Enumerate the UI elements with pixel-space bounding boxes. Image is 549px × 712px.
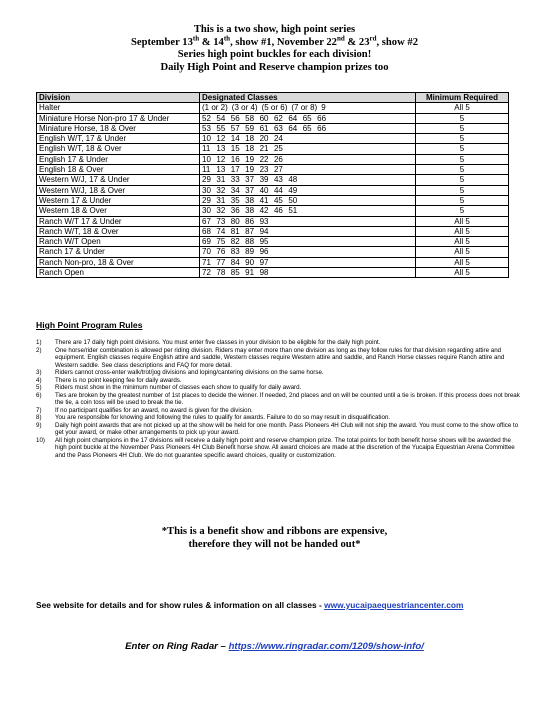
column-header-minimum: Minimum Required xyxy=(416,93,509,103)
class-number: 20 xyxy=(259,134,269,144)
classes-cell xyxy=(200,154,416,164)
class-number: 12 xyxy=(216,154,226,164)
class-number: 53 xyxy=(202,123,211,133)
class-number: 30 xyxy=(202,185,211,195)
class-number: 41 xyxy=(259,195,269,205)
minimum-cell: 5 xyxy=(416,123,509,133)
class-number: 48 xyxy=(288,175,298,185)
rules-list xyxy=(36,339,522,459)
classes-cell xyxy=(200,134,416,144)
class-number: 59 xyxy=(245,123,255,133)
header-line-2 xyxy=(0,34,549,50)
class-number: 45 xyxy=(273,195,283,205)
minimum-cell: All 5 xyxy=(416,216,509,226)
class-number: 13 xyxy=(216,165,226,175)
table-row xyxy=(37,134,509,144)
table-row xyxy=(37,216,509,226)
rule-number: 6) xyxy=(36,391,42,399)
classes-cell xyxy=(200,185,416,195)
class-number: 82 xyxy=(230,237,240,247)
division-cell: English 17 & Under xyxy=(37,154,200,164)
class-number: 93 xyxy=(259,216,269,226)
division-cell: Western 18 & Over xyxy=(37,206,200,216)
classes-cell xyxy=(200,165,416,175)
class-number: 55 xyxy=(216,123,226,133)
table-row xyxy=(37,237,509,247)
class-number: 17 xyxy=(230,165,240,175)
class-number: 56 xyxy=(230,113,240,123)
benefit-notice xyxy=(0,525,549,551)
class-number: 10 xyxy=(202,154,211,164)
class-number: 38 xyxy=(245,206,255,216)
class-number: 42 xyxy=(259,206,269,216)
header-text: & 14 xyxy=(199,36,224,48)
division-cell: Ranch Non-pro, 18 & Over xyxy=(37,257,200,267)
class-number: 18 xyxy=(245,144,255,154)
class-number: 23 xyxy=(259,165,269,175)
rule-text: There is no point keeping fee for daily awards. xyxy=(55,376,182,384)
halter-class-group: (3 or 4) xyxy=(231,103,258,113)
class-number: 30 xyxy=(202,206,211,216)
table-row xyxy=(37,165,509,175)
classes-cell xyxy=(200,268,416,278)
class-number: 60 xyxy=(259,113,269,123)
rule-item xyxy=(36,392,522,407)
class-number: 37 xyxy=(245,175,255,185)
website-note xyxy=(36,600,526,610)
division-cell: Western 17 & Under xyxy=(37,195,200,205)
class-number: 36 xyxy=(230,206,240,216)
class-number: 39 xyxy=(259,175,269,185)
class-number: 78 xyxy=(216,268,226,278)
class-number: 81 xyxy=(230,226,240,236)
class-number: 94 xyxy=(259,226,269,236)
division-cell: Western W/J, 18 & Over xyxy=(37,185,200,195)
ordinal-suffix: rd xyxy=(369,34,377,43)
class-number: 49 xyxy=(288,185,298,195)
class-number: 11 xyxy=(202,144,211,154)
rules-title: High Point Program Rules xyxy=(36,320,143,330)
class-number: 31 xyxy=(216,175,226,185)
classes-cell xyxy=(200,113,416,123)
class-number: 88 xyxy=(245,237,255,247)
class-number: 66 xyxy=(317,123,327,133)
table-row xyxy=(37,175,509,185)
rule-number: 2) xyxy=(36,346,42,354)
rule-item xyxy=(36,414,522,422)
minimum-cell: 5 xyxy=(416,175,509,185)
division-cell: English 18 & Over xyxy=(37,165,200,175)
class-number: 61 xyxy=(259,123,269,133)
rule-item xyxy=(36,437,522,460)
rule-item xyxy=(36,377,522,385)
halter-class-group: (7 or 8) xyxy=(291,103,318,113)
rule-text: All high point champions in the 17 divisions will receive a daily high point and reserve champion prize. The total points for both benefit horse shows will be awarded the high point buckle at the November Pass Pioneers 4H Club Benefit horse show. All award choices are made at the discretion of the Yucaipa Equestrian Arena Committee and the Pass Pioneers 4H Club. We do not guarantee specific award choices, quality or customization. xyxy=(55,436,515,459)
class-number: 46 xyxy=(273,206,283,216)
minimum-cell: 5 xyxy=(416,185,509,195)
rule-text: There are 17 daily high point divisions. You must enter five classes in your division to be eligible for the daily high point. xyxy=(55,339,381,346)
rule-item xyxy=(36,407,522,415)
minimum-cell: 5 xyxy=(416,134,509,144)
classes-cell xyxy=(200,206,416,216)
halter-class-group: 9 xyxy=(321,103,326,113)
class-number: 14 xyxy=(230,134,240,144)
classes-cell xyxy=(200,195,416,205)
minimum-cell: 5 xyxy=(416,113,509,123)
division-cell: Ranch W/T 17 & Under xyxy=(37,216,200,226)
rule-number: 1) xyxy=(36,339,42,346)
class-number: 76 xyxy=(216,247,226,257)
division-cell: Miniature Horse Non-pro 17 & Under xyxy=(37,113,200,123)
ring-radar-link[interactable]: https://www.ringradar.com/1209/show-info/ xyxy=(228,641,424,652)
classes-cell xyxy=(200,144,416,154)
minimum-cell: All 5 xyxy=(416,268,509,278)
class-number: 26 xyxy=(273,154,283,164)
header-text: , show #1, November 22 xyxy=(230,36,337,48)
table-body xyxy=(37,103,509,278)
class-number: 52 xyxy=(202,113,211,123)
class-number: 80 xyxy=(230,216,240,226)
rule-item xyxy=(36,369,522,377)
class-number: 16 xyxy=(230,154,240,164)
class-number: 22 xyxy=(259,154,269,164)
column-header-classes: Designated Classes xyxy=(200,93,416,103)
table-row xyxy=(37,268,509,278)
minimum-cell: All 5 xyxy=(416,226,509,236)
division-cell: Ranch W/T, 18 & Over xyxy=(37,226,200,236)
class-number: 63 xyxy=(273,123,283,133)
class-number: 89 xyxy=(245,247,255,257)
classes-cell xyxy=(200,103,416,113)
class-number: 51 xyxy=(288,206,298,216)
class-number: 54 xyxy=(216,113,226,123)
table-header-row xyxy=(37,93,509,103)
minimum-cell: 5 xyxy=(416,206,509,216)
class-number: 96 xyxy=(259,247,269,257)
class-number: 18 xyxy=(245,134,255,144)
ordinal-suffix: th xyxy=(192,34,200,43)
classes-cell xyxy=(200,175,416,185)
class-number: 19 xyxy=(245,154,255,164)
class-number: 32 xyxy=(216,185,226,195)
rule-number: 7) xyxy=(36,406,42,414)
class-number: 64 xyxy=(288,113,298,123)
header-text: September 13 xyxy=(130,36,193,48)
minimum-cell: 5 xyxy=(416,154,509,164)
minimum-cell: 5 xyxy=(416,144,509,154)
class-number: 67 xyxy=(202,216,211,226)
table-row xyxy=(37,195,509,205)
table-row xyxy=(37,144,509,154)
class-number: 44 xyxy=(273,185,283,195)
class-number: 31 xyxy=(216,195,226,205)
class-number: 95 xyxy=(259,237,269,247)
table-row xyxy=(37,113,509,123)
minimum-cell: 5 xyxy=(416,165,509,175)
class-number: 84 xyxy=(230,257,240,267)
class-number: 35 xyxy=(230,195,240,205)
class-number: 12 xyxy=(216,134,226,144)
class-number: 33 xyxy=(230,175,240,185)
class-number: 37 xyxy=(245,185,255,195)
classes-cell xyxy=(200,123,416,133)
website-link[interactable]: www.yucaipaequestriancenter.com xyxy=(324,600,464,610)
class-number: 73 xyxy=(216,216,226,226)
class-number: 65 xyxy=(302,123,312,133)
division-cell: English W/T, 17 & Under xyxy=(37,134,200,144)
ring-radar-text: Enter on Ring Radar – xyxy=(125,641,229,652)
class-number: 98 xyxy=(259,268,269,278)
minimum-cell: All 5 xyxy=(416,247,509,257)
rule-item xyxy=(36,339,522,347)
class-number: 40 xyxy=(259,185,269,195)
class-number: 32 xyxy=(216,206,226,216)
classes-cell xyxy=(200,257,416,267)
column-header-division: Division xyxy=(37,93,200,103)
rule-item xyxy=(36,384,522,392)
division-cell: English W/T, 18 & Over xyxy=(37,144,200,154)
class-number: 24 xyxy=(273,134,283,144)
class-number: 34 xyxy=(230,185,240,195)
class-number: 38 xyxy=(245,195,255,205)
class-number: 83 xyxy=(230,247,240,257)
rule-item xyxy=(36,347,522,370)
class-number: 62 xyxy=(273,113,283,123)
header-text: & 23 xyxy=(344,36,370,48)
benefit-line-1: *This is a benefit show and ribbons are expensive, xyxy=(161,526,388,537)
rule-text: Daily high point awards that are not picked up at the show will be held for one month. Pass Pioneers 4H Club will not ship the award. You must come to the show office to get your award, or make other arrangements to pick up your award. xyxy=(55,421,519,436)
division-cell: Ranch W/T Open xyxy=(37,237,200,247)
class-number: 86 xyxy=(245,216,255,226)
division-cell: Ranch Open xyxy=(37,268,200,278)
division-classes-table xyxy=(36,92,509,278)
header-line-1: This is a two show, high point series xyxy=(193,24,356,35)
rule-number: 5) xyxy=(36,384,42,391)
division-cell: Ranch 17 & Under xyxy=(37,247,200,257)
benefit-line-2: therefore they will not be handed out* xyxy=(188,539,361,550)
class-number: 11 xyxy=(202,165,211,175)
class-number: 91 xyxy=(245,268,255,278)
header-line-3: Series high point buckles for each division! xyxy=(177,49,372,61)
class-number: 64 xyxy=(288,123,298,133)
class-number: 90 xyxy=(245,257,255,267)
class-number: 71 xyxy=(202,257,211,267)
rule-number: 3) xyxy=(36,369,42,376)
flyer-header xyxy=(0,24,549,74)
table-row xyxy=(37,103,509,113)
table-row xyxy=(37,123,509,133)
halter-class-group: (1 or 2) xyxy=(202,103,228,113)
classes-cell xyxy=(200,226,416,236)
class-number: 50 xyxy=(288,195,298,205)
rule-number: 9) xyxy=(36,421,42,429)
class-number: 65 xyxy=(302,113,312,123)
class-number: 27 xyxy=(273,165,283,175)
class-number: 19 xyxy=(245,165,255,175)
table-row xyxy=(37,247,509,257)
classes-cell xyxy=(200,216,416,226)
class-number: 66 xyxy=(317,113,327,123)
ordinal-suffix: nd xyxy=(336,34,345,43)
classes-cell xyxy=(200,247,416,257)
class-number: 57 xyxy=(230,123,240,133)
division-cell: Halter xyxy=(37,103,200,113)
class-number: 72 xyxy=(202,268,211,278)
ring-radar-note xyxy=(0,641,549,652)
ordinal-suffix: th xyxy=(223,34,231,43)
class-number: 70 xyxy=(202,247,211,257)
rule-number: 10) xyxy=(36,436,45,444)
table-row xyxy=(37,206,509,216)
class-number: 29 xyxy=(202,175,211,185)
rule-text: Riders must show in the minimum number of classes each show to qualify for daily award. xyxy=(55,384,302,391)
class-number: 74 xyxy=(216,226,226,236)
minimum-cell: All 5 xyxy=(416,237,509,247)
class-number: 85 xyxy=(230,268,240,278)
website-text: See website for details and for show rules & information on all classes - xyxy=(36,600,325,610)
division-cell: Miniature Horse, 18 & Over xyxy=(37,123,200,133)
class-number: 25 xyxy=(273,144,283,154)
class-number: 87 xyxy=(245,226,255,236)
class-number: 43 xyxy=(273,175,283,185)
header-line-4: Daily High Point and Reserve champion prizes too xyxy=(160,61,389,73)
class-number: 29 xyxy=(202,195,211,205)
class-number: 75 xyxy=(216,237,226,247)
rule-text: Riders cannot cross-enter walk/trot/jog divisions and loping/cantering divisions on the same horse. xyxy=(55,369,324,376)
class-number: 69 xyxy=(202,237,211,247)
rule-number: 4) xyxy=(36,376,42,384)
header-text: , show #2 xyxy=(376,36,419,48)
division-cell: Western W/J, 17 & Under xyxy=(37,175,200,185)
halter-class-groups xyxy=(202,103,330,112)
table-row xyxy=(37,226,509,236)
minimum-cell: All 5 xyxy=(416,257,509,267)
rule-number: 8) xyxy=(36,414,42,421)
class-number: 15 xyxy=(230,144,240,154)
class-number: 21 xyxy=(259,144,269,154)
class-number: 77 xyxy=(216,257,226,267)
rule-text: One horse/rider combination is allowed per riding division. Riders may enter more than one division as long as they follow rules for that division regarding attire and equipment. English classes require English attire and saddle, Western classes require Western attire and saddle, and Ranch Horse classes require Ranch attire and Western saddle. See class descriptions and FAQ for more detail. xyxy=(55,346,505,369)
table-row xyxy=(37,185,509,195)
class-number: 68 xyxy=(202,226,211,236)
class-number: 13 xyxy=(216,144,226,154)
class-number: 10 xyxy=(202,134,211,144)
class-number: 58 xyxy=(245,113,255,123)
rule-text: You are responsible for knowing and following the rules to qualify for awards. Failure to do so may result in disqualification. xyxy=(55,414,391,421)
table-row xyxy=(37,257,509,267)
table-row xyxy=(37,154,509,164)
rule-item xyxy=(36,422,522,437)
class-number: 97 xyxy=(259,257,269,267)
halter-class-group: (5 or 6) xyxy=(261,103,288,113)
rule-text: Ties are broken by the greatest number of 1st places to decide the winner. If needed, 2nd places and on will be counted until a tie is broken. If this process does not break the tie, a coin toss will be used to break the tie. xyxy=(55,391,520,406)
minimum-cell: 5 xyxy=(416,195,509,205)
minimum-cell: All 5 xyxy=(416,103,509,113)
classes-cell xyxy=(200,237,416,247)
rule-text: If no participant qualifies for an award, no award is given for the division. xyxy=(55,406,253,414)
